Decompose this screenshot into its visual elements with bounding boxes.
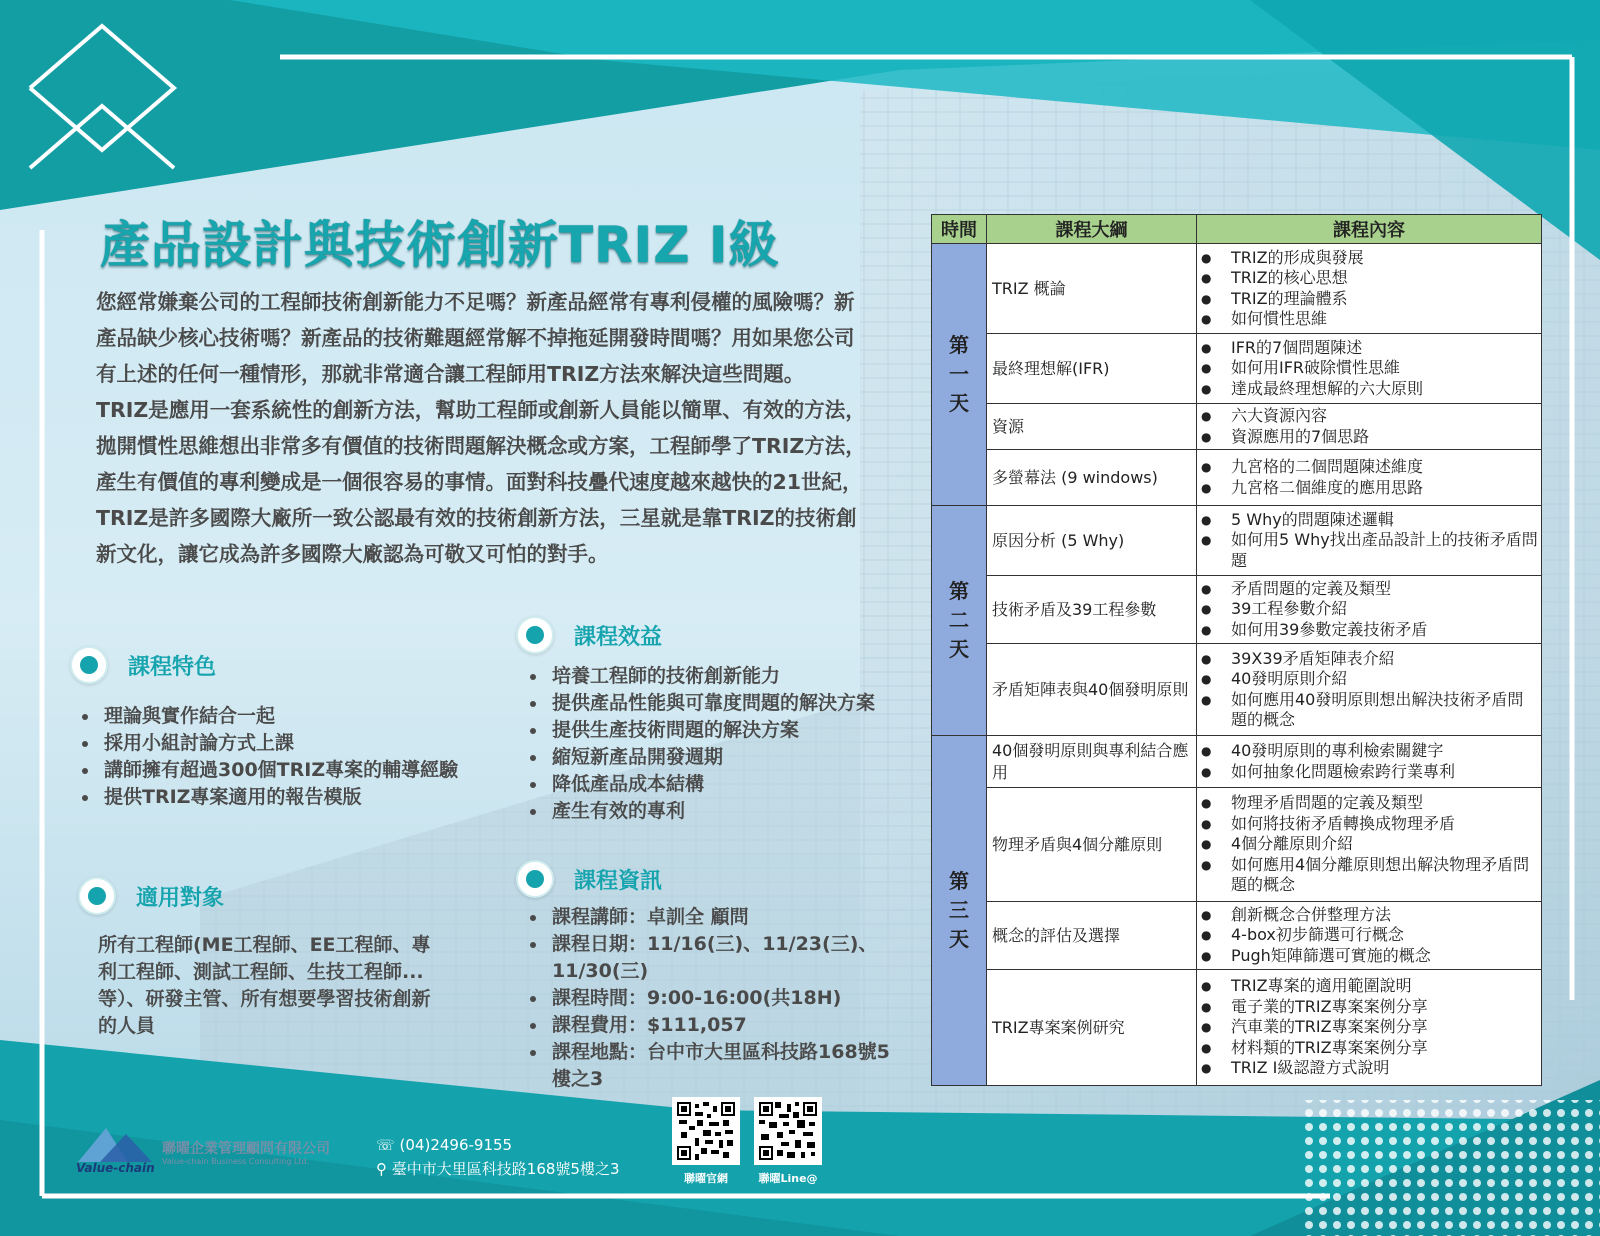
list-item: ● 矛盾問題的定義及類型: [1231, 579, 1539, 600]
outline-cell: 最終理想解(IFR): [987, 334, 1197, 404]
phone-icon: ☏: [376, 1136, 395, 1154]
list-item: • 課程地點：台中市大里區科技路168號5樓之3: [548, 1039, 898, 1093]
table-row: [932, 970, 1542, 1086]
list-item: ● 39工程參數介紹: [1231, 599, 1539, 620]
table-row: [932, 506, 1542, 576]
list-item: ● 5 Why的問題陳述邏輯: [1231, 510, 1539, 531]
day-char: 一: [949, 362, 969, 386]
day-char: 二: [949, 608, 969, 632]
list-item: ● 40發明原則的專利檢索關鍵字: [1231, 741, 1539, 762]
company-logo: [78, 1126, 158, 1162]
list-item: • 提供TRIZ專案適用的報告模版: [100, 784, 460, 811]
content-cell: [1197, 576, 1542, 644]
day-char: 第: [949, 579, 969, 603]
table-row: [932, 334, 1542, 404]
content-cell: [1197, 644, 1542, 736]
list-item: ● 如何用IFR破除慣性思維: [1231, 358, 1539, 379]
list-item: ● 39X39矛盾矩陣表介紹: [1231, 649, 1539, 670]
day-char: 第: [949, 869, 969, 893]
bullet-circle-icon: [516, 616, 554, 654]
address: 臺中市大里區科技路168號5樓之3: [391, 1160, 620, 1178]
qr-code-icon: [677, 1102, 735, 1160]
list-item: • 課程日期：11/16(三)、11/23(三)、11/30(三): [548, 931, 898, 985]
table-row: [932, 404, 1542, 450]
content-list: [1199, 248, 1539, 330]
day-char: 天: [949, 391, 969, 415]
day-char: 第: [949, 333, 969, 357]
qr-caption-website: 聯曜官網: [684, 1172, 728, 1185]
company-name-en: Value-chain Business Consulting Ltd.: [162, 1157, 310, 1166]
intro-paragraph: 您經常嫌棄公司的工程師技術創新能力不足嗎？新產品經常有專利侵權的風險嗎？新產品缺少核心技術嗎？新產品的技術難題經常解不掉拖延開發時間嗎？用如果您公司有上述的任何一種情形，那就非常適合讓工程師用TRIZ方法來解決這些問題。: [96, 290, 855, 386]
outline-cell: 資源: [987, 404, 1197, 450]
header-content: 課程內容: [1197, 215, 1542, 244]
location-pin-icon: ⚲: [376, 1160, 387, 1178]
content-list: [1199, 976, 1539, 1079]
features-list: [78, 703, 460, 811]
content-cell: [1197, 450, 1542, 506]
content-list: [1199, 406, 1539, 447]
list-item: ● 電子業的TRIZ專案案例分享: [1231, 997, 1539, 1018]
table-row: [932, 244, 1542, 334]
page-title: 產品設計與技術創新TRIZ I級: [100, 216, 780, 274]
list-item: ● Pugh矩陣篩選可實施的概念: [1231, 946, 1539, 967]
audience-text: 所有工程師(ME工程師、EE工程師、專利工程師、測試工程師、生技工程師...等）、研發主管、所有想要學習技術創新的人員: [98, 934, 431, 1037]
list-item: ● 達成最終理想解的六大原則: [1231, 379, 1539, 400]
list-item: ● 材料類的TRIZ專案案例分享: [1231, 1038, 1539, 1059]
list-item: ● TRIZ的核心思想: [1231, 268, 1539, 289]
table-header-row: [932, 215, 1542, 244]
day-char: 天: [949, 927, 969, 951]
list-item: ● 六大資源內容: [1231, 406, 1539, 427]
qr-code-website[interactable]: [672, 1097, 740, 1165]
outline-cell: TRIZ專案案例研究: [987, 970, 1197, 1086]
intro-text: [96, 284, 866, 572]
list-item: ● 九宮格的二個問題陳述維度: [1231, 457, 1539, 478]
outline-cell: 技術矛盾及39工程參數: [987, 576, 1197, 644]
list-item: ● 九宮格二個維度的應用思路: [1231, 478, 1539, 499]
list-item: ● 4個分離原則介紹: [1231, 834, 1539, 855]
address-line: [376, 1158, 620, 1179]
company-name: 聯曜企業管理顧問有限公司: [162, 1141, 330, 1157]
outline-cell: 概念的評估及選擇: [987, 902, 1197, 970]
content-cell: [1197, 506, 1542, 576]
list-item: • 課程講師：卓訓全 顧問: [548, 904, 898, 931]
table-row: [932, 644, 1542, 736]
list-item: • 課程時間：9:00-16:00(共18H): [548, 985, 898, 1012]
content-cell: [1197, 404, 1542, 450]
table-row: [932, 576, 1542, 644]
list-item: ● 如何應用40發明原則想出解決技術矛盾問題的概念: [1231, 690, 1539, 731]
list-item: • 縮短新產品開發週期: [548, 744, 898, 771]
info-heading: 課程資訊: [516, 860, 662, 898]
benefits-heading: 課程效益: [516, 616, 662, 654]
list-item: ● 4-box初步篩選可行概念: [1231, 925, 1539, 946]
content-cell: [1197, 244, 1542, 334]
day-char: 天: [949, 637, 969, 661]
phone-line: [376, 1136, 512, 1154]
list-item: • 提供產品性能與可靠度問題的解決方案: [548, 690, 898, 717]
audience-heading: 適用對象: [78, 877, 224, 915]
content-list: [1199, 457, 1539, 498]
table-row: [932, 450, 1542, 506]
list-item: ● 如何將技術矛盾轉換成物理矛盾: [1231, 814, 1539, 835]
logo-wordmark: Value-chain: [76, 1161, 155, 1175]
list-item: • 產生有效的專利: [548, 798, 898, 825]
list-item: ● 資源應用的7個思路: [1231, 427, 1539, 448]
phone-number: (04)2496-9155: [399, 1136, 513, 1154]
intro-paragraph: TRIZ是應用一套系統性的創新方法，幫助工程師或創新人員能以簡單、有效的方法，拋開慣性思維想出非常多有價值的技術問題解決概念或方案，工程師學了TRIZ方法，產生有價值的專利變成是一個很容易的事情。面對科技疊代速度越來越快的21世紀，TRIZ是許多國際大廠所一致公認最有效的技術創新方法，三星就是靠TRIZ的技術創新文化，讓它成為許多國際大廠認為可敬又可怕的對手。: [96, 398, 866, 566]
day-cell: [932, 736, 987, 1086]
bullet-circle-icon: [78, 877, 116, 915]
info-list: [526, 904, 898, 1093]
day-cell: [932, 506, 987, 736]
header-outline: 課程大綱: [987, 215, 1197, 244]
list-item: ● 物理矛盾問題的定義及類型: [1231, 793, 1539, 814]
list-item: ● 如何慣性思維: [1231, 309, 1539, 330]
list-item: • 課程費用：$111,057: [548, 1012, 898, 1039]
outline-cell: 40個發明原則與專利結合應用: [987, 736, 1197, 788]
content-list: [1199, 579, 1539, 641]
header-time: 時間: [932, 215, 987, 244]
day-char: 三: [949, 898, 969, 922]
content-cell: [1197, 970, 1542, 1086]
qr-code-line[interactable]: [754, 1097, 822, 1165]
list-item: ● 40發明原則介紹: [1231, 669, 1539, 690]
list-item: • 培養工程師的技術創新能力: [548, 663, 898, 690]
content-list: [1199, 741, 1539, 782]
list-item: • 降低產品成本結構: [548, 771, 898, 798]
content-cell: [1197, 334, 1542, 404]
content-cell: [1197, 788, 1542, 902]
list-item: ● 如何用39參數定義技術矛盾: [1231, 620, 1539, 641]
content-list: [1199, 338, 1539, 400]
table-row: [932, 788, 1542, 902]
list-item: ● TRIZ I級認證方式說明: [1231, 1058, 1539, 1079]
outline-cell: 矛盾矩陣表與40個發明原則: [987, 644, 1197, 736]
benefits-list: [526, 663, 898, 825]
list-item: • 提供生產技術問題的解決方案: [548, 717, 898, 744]
qr-caption-line: 聯曜Line@: [758, 1172, 818, 1185]
list-item: ● TRIZ的形成與發展: [1231, 248, 1539, 269]
content-list: [1199, 510, 1539, 572]
content-list: [1199, 905, 1539, 967]
content-cell: [1197, 902, 1542, 970]
outline-cell: 原因分析 (5 Why): [987, 506, 1197, 576]
list-item: • 理論與實作結合一起: [100, 703, 460, 730]
list-item: ● 如何抽象化問題檢索跨行業專利: [1231, 762, 1539, 783]
chevron-up-icon: [22, 18, 182, 193]
list-item: ● 如何用5 Why找出產品設計上的技術矛盾問題: [1231, 530, 1539, 571]
table-row: [932, 902, 1542, 970]
day-cell: [932, 244, 987, 506]
content-list: [1199, 649, 1539, 731]
list-item: ● 汽車業的TRIZ專案案例分享: [1231, 1017, 1539, 1038]
content-list: [1199, 793, 1539, 896]
list-item: ● TRIZ專案的適用範圍說明: [1231, 976, 1539, 997]
content-cell: [1197, 736, 1542, 788]
features-heading: 課程特色: [70, 646, 216, 684]
qr-code-icon: [759, 1102, 817, 1160]
outline-cell: 多螢幕法 (9 windows): [987, 450, 1197, 506]
course-schedule-table: [931, 214, 1542, 1086]
list-item: ● 創新概念合併整理方法: [1231, 905, 1539, 926]
list-item: • 講師擁有超過300個TRIZ專案的輔導經驗: [100, 757, 460, 784]
list-item: ● TRIZ的理論體系: [1231, 289, 1539, 310]
bullet-circle-icon: [70, 646, 108, 684]
list-item: ● IFR的7個問題陳述: [1231, 338, 1539, 359]
outline-cell: TRIZ 概論: [987, 244, 1197, 334]
list-item: • 採用小組討論方式上課: [100, 730, 460, 757]
bullet-circle-icon: [516, 860, 554, 898]
outline-cell: 物理矛盾與4個分離原則: [987, 788, 1197, 902]
list-item: ● 如何應用4個分離原則想出解決物理矛盾問題的概念: [1231, 855, 1539, 896]
table-row: [932, 736, 1542, 788]
